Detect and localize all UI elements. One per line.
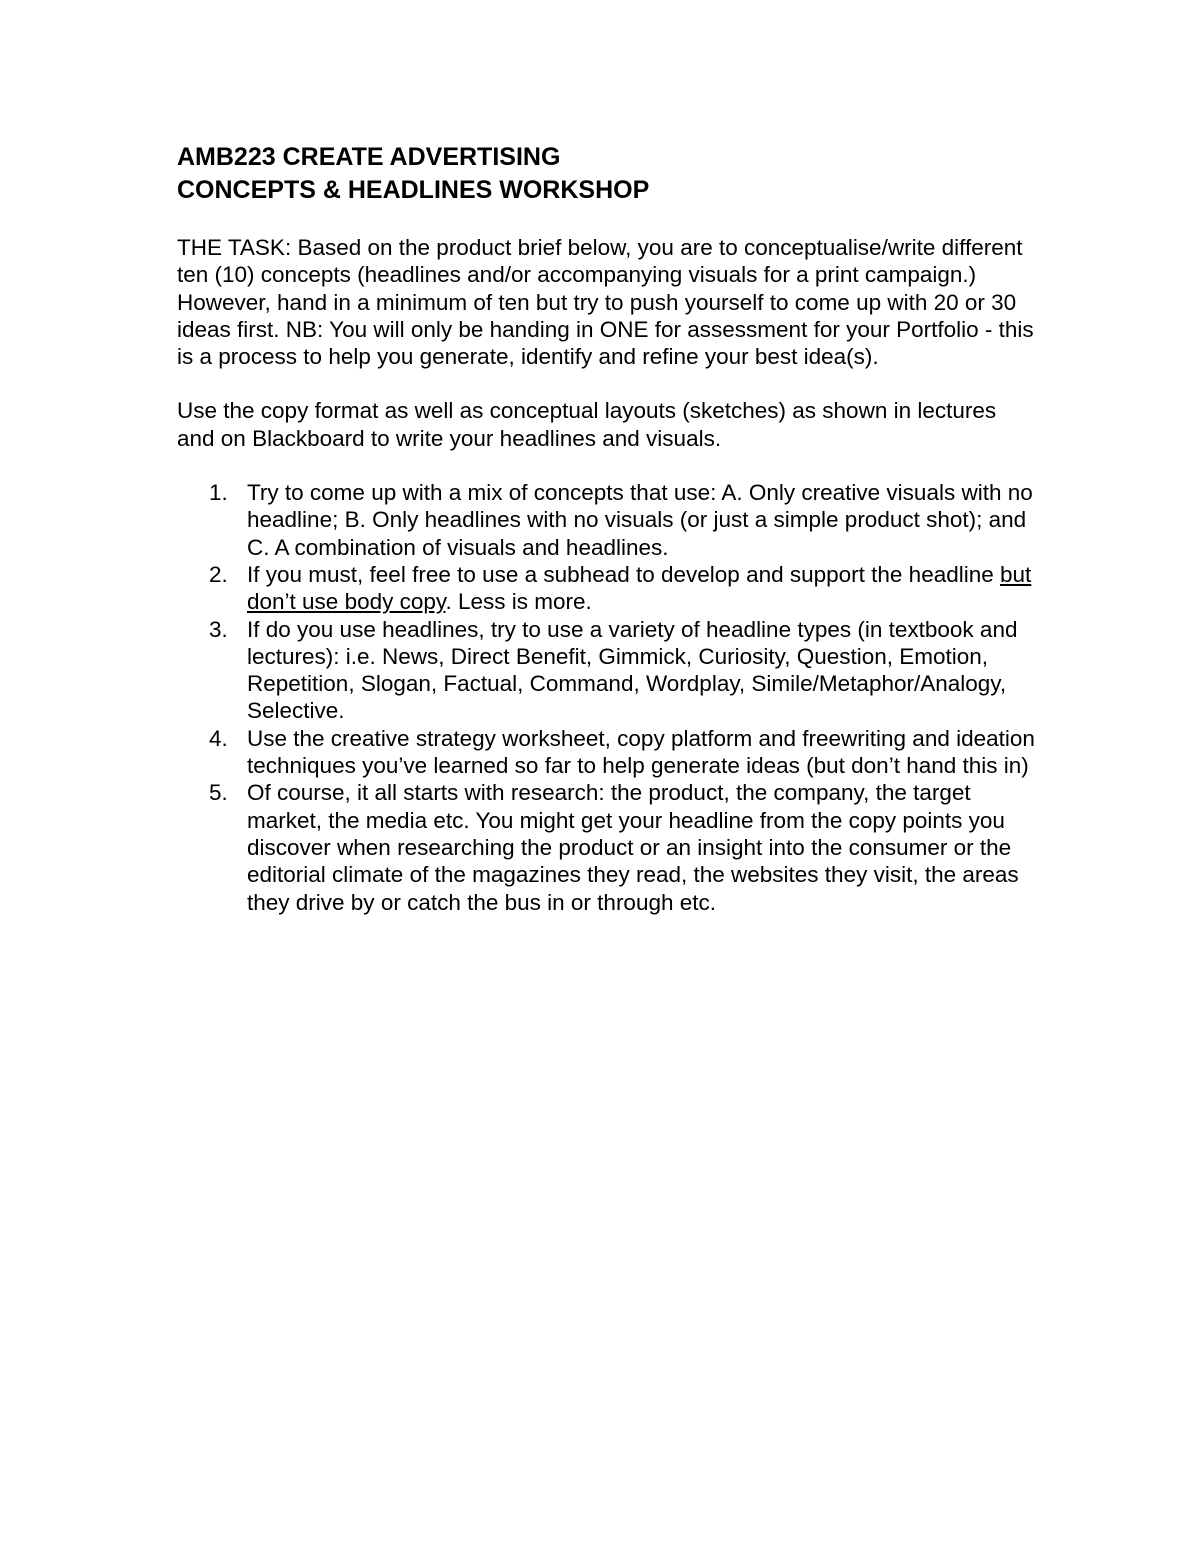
list-item <box>177 725 1037 780</box>
list-item-number: 4. <box>209 725 228 751</box>
instruction-list <box>177 479 1037 916</box>
document-title <box>177 141 1037 207</box>
list-item-number: 3. <box>209 616 228 642</box>
list-item <box>177 561 1037 616</box>
list-item-text: If you must, feel free to use a subhead to develop and support the headline <box>247 561 1001 587</box>
list-item-number: 1. <box>209 480 228 506</box>
list-item-text-end: . Less is more. <box>445 589 592 615</box>
list-item <box>177 616 1037 725</box>
title-line-2: CONCEPTS & HEADLINES WORKSHOP <box>177 176 650 204</box>
underlined-phrase: but don’t use body copy <box>247 561 1032 615</box>
list-item-number: 5. <box>209 780 228 806</box>
format-note-paragraph: Use the copy format as well as conceptual layouts (sketches) as shown in lectures and on Blackboard to write your headlines and visuals. <box>177 398 997 451</box>
title-line-1: AMB223 CREATE ADVERTISING <box>177 143 561 171</box>
list-item-number: 2. <box>209 561 228 587</box>
list-item-text: Of course, it all starts with research: the product, the company, the target market, the media etc. You might get your headline from the copy points you discover when researching the product or an insight into the consumer or the editorial climate of the magazines they read, the websites they visit, the areas they drive by or catch the bus in or through etc. <box>247 780 1019 915</box>
task-paragraph: THE TASK: Based on the product brief below, you are to conceptualise/write different ten (10) concepts (headlines and/or accompanying visuals for a print campaign.) However, hand in a minimum of ten but try to push yourself to come up with 20 or 30 ideas first. NB: You will only be handing in ONE for assessment for your Portfolio - this is a process to help you generate, identify and refine your best idea(s). <box>177 235 1034 370</box>
list-item-text: If do you use headlines, try to use a variety of headline types (in textbook and lectures): i.e. News, Direct Benefit, Gimmick, Curiosity, Question, Emotion, Repetition, Slogan, Factual, Command, Wordplay, Simile/Metaphor/Analogy, Selective. <box>247 616 1018 724</box>
list-item-text: Use the creative strategy worksheet, copy platform and freewriting and ideation techniques you’ve learned so far to help generate ideas (but don’t hand this in) <box>247 725 1035 779</box>
document-page <box>177 141 1037 916</box>
list-item-text: Try to come up with a mix of concepts that use: A. Only creative visuals with no headline; B. Only headlines with no visuals (or just a simple product shot); and C. A combination of visuals and headlines. <box>247 480 1033 560</box>
list-item <box>177 479 1037 561</box>
list-item <box>177 779 1037 915</box>
